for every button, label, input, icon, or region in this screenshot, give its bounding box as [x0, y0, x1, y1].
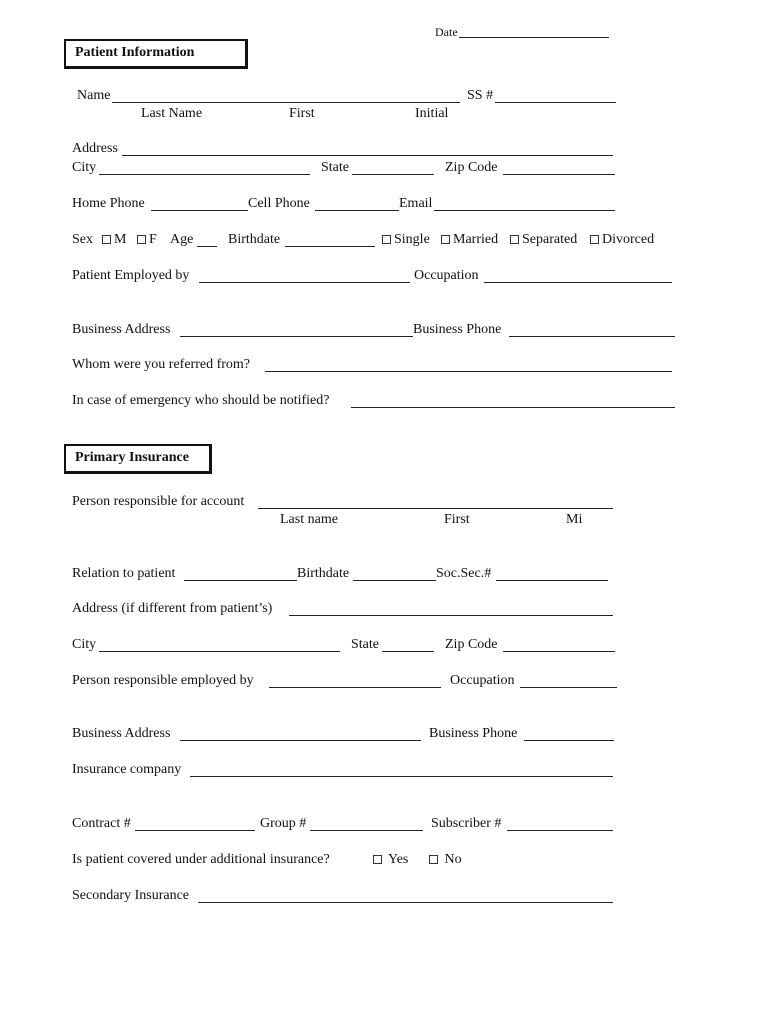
secondary-insurance-label: Secondary Insurance: [72, 888, 190, 903]
resp-employed-label: Person responsible employed by: [72, 673, 254, 688]
relation-label: Relation to patient: [72, 566, 176, 581]
referred-label: Whom were you referred from?: [72, 357, 251, 372]
ss-field[interactable]: [495, 87, 616, 103]
zip-field[interactable]: [503, 159, 615, 175]
primary-insurance-heading: Primary Insurance: [64, 444, 212, 474]
address-field[interactable]: [122, 140, 613, 156]
city-label: City: [72, 160, 97, 175]
state-label: State: [321, 160, 349, 175]
resp-employed-field[interactable]: [269, 672, 441, 688]
resp-first-caption: First: [444, 512, 470, 527]
insurance-company-label: Insurance company: [72, 762, 182, 777]
resp-business-address-field[interactable]: [180, 725, 421, 741]
additional-insurance-question: Is patient covered under additional insurance?: [72, 852, 330, 867]
marital-single-option[interactable]: Single: [382, 232, 430, 248]
marital-divorced-option[interactable]: Divorced: [590, 232, 654, 248]
cell-phone-label: Cell Phone: [248, 196, 310, 211]
additional-no-option[interactable]: No: [429, 852, 462, 868]
insurance-company-field[interactable]: [190, 761, 613, 777]
business-phone-label: Business Phone: [413, 322, 502, 337]
email-field[interactable]: [434, 195, 615, 211]
resp-mi-caption: Mi: [566, 512, 583, 527]
resp-last-name-caption: Last name: [280, 512, 338, 527]
secondary-insurance-field[interactable]: [198, 887, 613, 903]
home-phone-label: Home Phone: [72, 196, 145, 211]
patient-information-heading: Patient Information: [64, 39, 248, 69]
age-label: Age: [170, 232, 194, 247]
sex-f-option[interactable]: F: [137, 232, 157, 248]
contract-field[interactable]: [135, 815, 255, 831]
emergency-field[interactable]: [351, 392, 675, 408]
city-field[interactable]: [99, 159, 310, 175]
birthdate-field[interactable]: [285, 231, 375, 247]
checkbox-icon: [590, 235, 599, 244]
birthdate-label: Birthdate: [228, 232, 281, 247]
socsec-field[interactable]: [496, 565, 608, 581]
resp-occupation-label: Occupation: [450, 673, 515, 688]
marital-separated-option[interactable]: Separated: [510, 232, 577, 248]
patient-employed-field[interactable]: [199, 267, 410, 283]
group-label: Group #: [260, 816, 307, 831]
group-field[interactable]: [310, 815, 423, 831]
emergency-label: In case of emergency who should be notified?: [72, 393, 330, 408]
ss-label: SS #: [467, 88, 494, 103]
additional-yes-option[interactable]: Yes: [373, 852, 408, 868]
resp-birthdate-field[interactable]: [353, 565, 436, 581]
state-field[interactable]: [352, 159, 434, 175]
date-label: Date: [435, 25, 458, 39]
referred-field[interactable]: [265, 356, 672, 372]
checkbox-icon: [429, 855, 438, 864]
resp-occupation-field[interactable]: [520, 672, 617, 688]
resp-business-phone-field[interactable]: [524, 725, 614, 741]
resp-address-label: Address (if different from patient’s): [72, 601, 273, 616]
age-field[interactable]: [197, 231, 217, 247]
resp-zip-label: Zip Code: [445, 637, 498, 652]
resp-city-field[interactable]: [99, 636, 340, 652]
business-phone-field[interactable]: [509, 321, 675, 337]
resp-state-field[interactable]: [382, 636, 434, 652]
responsible-field[interactable]: [258, 493, 613, 509]
contract-label: Contract #: [72, 816, 131, 831]
cell-phone-field[interactable]: [315, 195, 399, 211]
occupation-field[interactable]: [484, 267, 672, 283]
last-name-caption: Last Name: [141, 106, 203, 121]
zip-label: Zip Code: [445, 160, 498, 175]
responsible-label: Person responsible for account: [72, 494, 245, 509]
occupation-label: Occupation: [414, 268, 479, 283]
subscriber-field[interactable]: [507, 815, 613, 831]
first-name-caption: First: [289, 106, 315, 121]
checkbox-icon: [137, 235, 146, 244]
subscriber-label: Subscriber #: [431, 816, 502, 831]
name-field[interactable]: [112, 87, 460, 103]
resp-state-label: State: [351, 637, 379, 652]
business-address-field[interactable]: [180, 321, 413, 337]
business-address-label: Business Address: [72, 322, 171, 337]
resp-zip-field[interactable]: [503, 636, 615, 652]
date-field[interactable]: [459, 22, 609, 38]
socsec-label: Soc.Sec.#: [436, 566, 492, 581]
resp-address-field[interactable]: [289, 600, 613, 616]
checkbox-icon: [382, 235, 391, 244]
resp-birthdate-label: Birthdate: [297, 566, 350, 581]
resp-business-phone-label: Business Phone: [429, 726, 518, 741]
home-phone-field[interactable]: [151, 195, 248, 211]
checkbox-icon: [510, 235, 519, 244]
email-label: Email: [399, 196, 433, 211]
checkbox-icon: [373, 855, 382, 864]
checkbox-icon: [102, 235, 111, 244]
patient-employed-label: Patient Employed by: [72, 268, 190, 283]
address-label: Address: [72, 141, 118, 156]
checkbox-icon: [441, 235, 450, 244]
relation-field[interactable]: [184, 565, 297, 581]
sex-label: Sex: [72, 232, 93, 247]
name-label: Name: [77, 88, 111, 103]
marital-married-option[interactable]: Married: [441, 232, 498, 248]
resp-city-label: City: [72, 637, 97, 652]
resp-business-address-label: Business Address: [72, 726, 171, 741]
initial-caption: Initial: [415, 106, 449, 121]
sex-m-option[interactable]: M: [102, 232, 126, 248]
